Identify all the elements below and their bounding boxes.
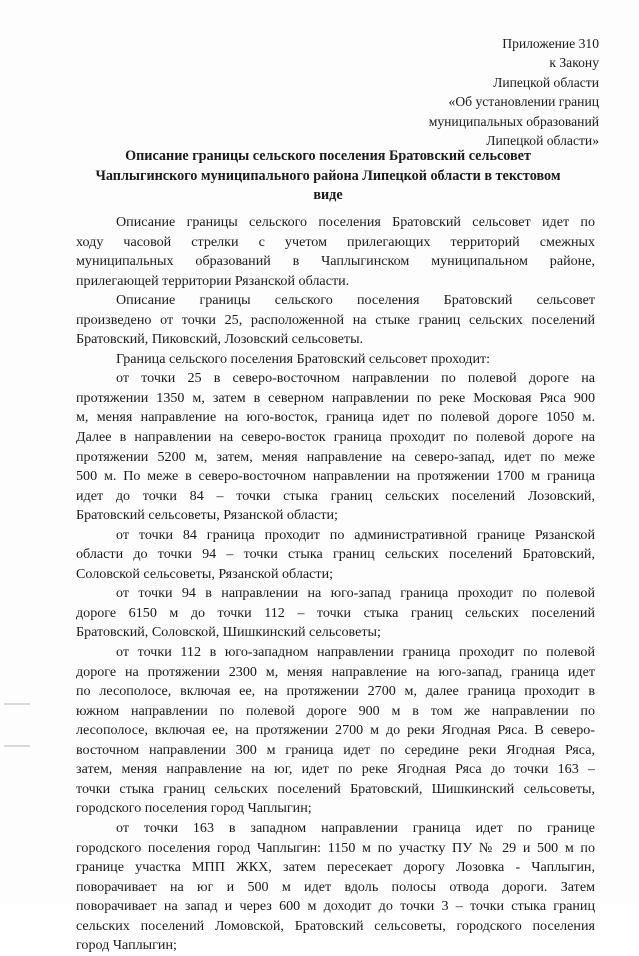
paragraph-line: Описание границы сельского поселения Братовский сельсовет идет по — [116, 214, 595, 230]
appendix-line: муниципальных образований — [428, 113, 599, 129]
paragraph-line: дороге 6150 м до точки 112 – точки стыка границ сельских поселений — [76, 604, 595, 621]
paragraph-line: Далее в направлении на северо-восток граница проходит по полевой дороге на — [76, 429, 595, 446]
paragraph-line: поворачивает на запад и через 600 м доходит до точки 3 – точки стыка границ — [76, 898, 595, 915]
paragraph-line: городского поселения город Чаплыгин: 1150 м по участку ПУ № 29 и 500 м по — [76, 839, 595, 856]
appendix-line: Липецкой области — [493, 74, 599, 90]
paragraph-line: по лесополосе, включая ее, на протяжении 2700 м, далее граница проходит в — [76, 683, 595, 700]
appendix-header — [369, 34, 599, 150]
title-line: Чаплыгинского муниципального района Липецкой области в текстовом — [95, 167, 561, 184]
paragraph-line: точки стыка границ сельских поселений Братовский, Шишкинский сельсоветы, — [76, 780, 595, 797]
paragraph-line: от точки 94 в направлении на юго-запад граница проходит по полевой — [116, 585, 595, 602]
paragraph-line: произведено от точки 25, расположенной на стыке границ сельских поселений — [76, 311, 595, 328]
paragraph-line: город Чаплыгин; — [76, 937, 177, 954]
paragraph-line: Братовский сельсоветы, Рязанской области; — [76, 507, 338, 524]
paragraph-line: дороге на протяжении 2300 м, меняя направление на юго-запад, граница идет — [76, 663, 595, 680]
scan-artifact — [4, 703, 30, 705]
paragraph-line: Соловской сельсоветы, Рязанской области; — [76, 565, 334, 582]
paragraph-line: 500 м. По меже в северо-восточном направлении на протяжении 1700 м граница — [76, 468, 595, 485]
paragraph-line: протяжении 1350 м, затем в северном направлении по реке Московая Ряса 900 — [76, 389, 595, 406]
appendix-line: Липецкой области» — [486, 133, 599, 149]
appendix-line: Приложение 310 — [502, 36, 599, 51]
paragraph-line: от точки 84 граница проходит по административной границе Рязанской — [116, 526, 595, 543]
document-title — [58, 147, 598, 206]
paragraph-line: границе участка МПП ЖКХ, затем пересекает дорогу Лозовка - Чаплыгин, — [76, 859, 595, 876]
paragraph-line: Братовский, Соловской, Шишкинский сельсоветы; — [76, 624, 381, 641]
paragraph-line: Граница сельского поселения Братовский сельсовет проходит: — [116, 350, 491, 367]
paragraph-line: от точки 112 в юго-западном направлении граница проходит по полевой — [116, 644, 595, 661]
paragraph-line: южном направлении по полевой дороге 900 м в том же направлении по — [76, 702, 595, 719]
paragraph-line: затем, меняя направление на юг, идет по реке Ягодная Ряса до точки 163 – — [76, 761, 595, 778]
paragraph-line: поворачивает на юг и 500 м идет вдоль полосы отвода дороги. Затем — [76, 878, 595, 895]
paragraph-line: Братовский, Пиковский, Лозовский сельсоветы. — [76, 331, 364, 348]
paragraph-line: м, меняя направление на юго-восток, граница идет по полевой дороге 1050 м. — [76, 409, 595, 426]
title-line: Описание границы сельского поселения Братовский сельсовет — [125, 148, 531, 164]
paragraph-line: ходу часовой стрелки с учетом прилегающих территорий смежных — [76, 233, 595, 250]
title-line: виде — [313, 187, 343, 204]
paragraph-line: Описание границы сельского поселения Братовский сельсовет — [116, 292, 595, 309]
paragraph-line: от точки 25 в северо-восточном направлении по полевой дороге на — [116, 370, 595, 387]
paragraph-line: идет до точки 84 – точки стыка границ сельских поселений Лозовский, — [76, 487, 595, 504]
paragraph-line: восточном направлении 300 м граница идет по середине реки Ягодная Ряса, — [76, 741, 595, 758]
paragraph-line: городского поселения город Чаплыгин; — [76, 800, 312, 817]
paragraph-line: муниципальных образований в Чаплыгинском муниципальном районе, — [76, 253, 595, 270]
scan-artifact — [4, 745, 30, 747]
paragraph-line: сельских поселений Ломовской, Братовский сельсоветы, городского поселения — [76, 917, 595, 934]
document-body — [76, 213, 595, 956]
paragraph-line: лесополосе, включая ее, на протяжении 2700 м до реки Ягодная Ряса. В северо- — [76, 722, 595, 739]
appendix-line: к Закону — [549, 55, 599, 71]
paragraph-line: протяжении 5200 м, затем, меняя направление на северо-запад, идет по меже — [76, 448, 595, 465]
paragraph-line: области до точки 94 – точки стыка границ сельских поселений Братовский, — [76, 546, 595, 563]
paragraph-line: от точки 163 в западном направлении граница идет по границе — [116, 819, 595, 836]
appendix-line: «Об установлении границ — [448, 94, 599, 110]
paragraph-line: прилегающей территории Рязанской области. — [76, 272, 350, 289]
